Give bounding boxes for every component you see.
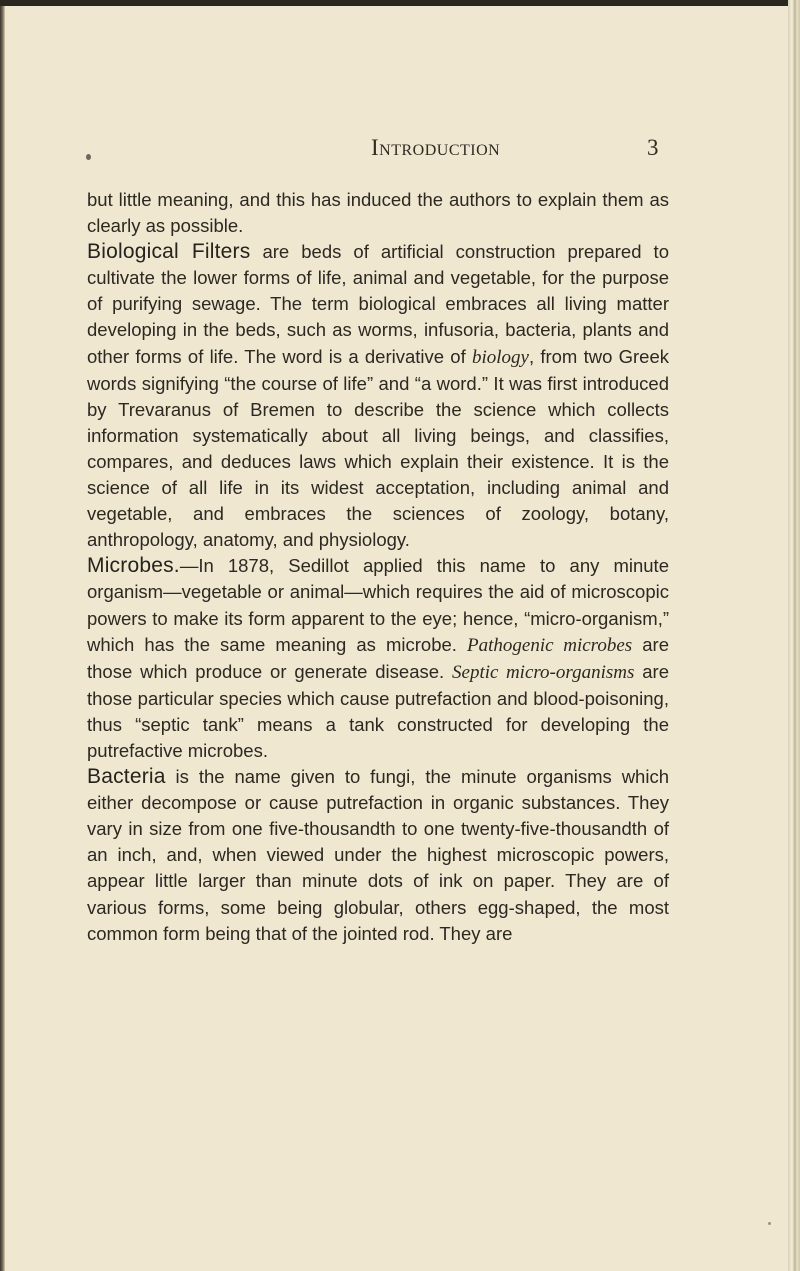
running-head bbox=[0, 133, 800, 173]
page-top-edge bbox=[0, 0, 790, 6]
paragraph-text: , from two Greek words signifying “the course of life” and “a word.” It was first introduced by Trevaranus of Bremen to describe the science which collects information systematically about all living beings, and classifies, compares, and deduces laws which explain their existence. It is the science of all life in its widest acceptation, including animal and vegetable, and embraces the sciences of zoology, botany, anthropology, anatomy, and physiology. bbox=[87, 345, 669, 551]
running-title: Introduction bbox=[371, 135, 501, 160]
body-text bbox=[87, 187, 669, 947]
page-right-edge bbox=[788, 0, 800, 1271]
paragraph-text: are beds of artificial construction prepared to cultivate the lower forms of life, animal and vegetable, for the purpose of purifying sewage. The term biological embraces all living matter developing in the beds, such as worms, infusoria, bacteria, plants and other forms of life. The word is a derivative of bbox=[87, 241, 669, 367]
paragraph-bacteria bbox=[87, 764, 669, 947]
italic-pathogenic-microbes: Pathogenic microbes bbox=[467, 634, 633, 656]
paragraph-text: are those particular species which cause putrefaction and blood-poisoning, thus “septic tank” means a tank constructed for developing the putrefactive microbes. bbox=[87, 660, 669, 761]
italic-biology: biology bbox=[471, 346, 529, 368]
paragraph-continuation bbox=[87, 187, 669, 239]
page-number: 3 bbox=[647, 135, 659, 160]
paragraph-text: but little meaning, and this has induced the authors to explain them as clearly as possible. bbox=[87, 189, 669, 237]
page-left-edge bbox=[0, 0, 5, 1271]
paragraph-text: is the name given to fungi, the minute organisms which either decompose or cause putrefaction in organic substances. They vary in size from one five-thousandth to one twenty-five-thousandth of an inch, and, when viewed under the highest microscopic powers, appear little larger than minute dots of ink on paper. They are of various forms, some being globular, others egg-shaped, the most common form being that of the jointed rod. They are bbox=[87, 766, 669, 944]
italic-septic-micro-organisms: Septic micro-organisms bbox=[452, 661, 635, 683]
paragraph-microbes bbox=[87, 553, 669, 764]
paper-speck bbox=[768, 1222, 771, 1225]
term-microbes: Microbes. bbox=[87, 554, 180, 578]
term-biological-filters: Biological Filters bbox=[87, 240, 251, 264]
paragraph-biological-filters bbox=[87, 239, 669, 553]
paragraph-text: are those which produce or generate disease. bbox=[87, 633, 669, 682]
paragraph-text: —In 1878, Sedillot applied this name to any minute organism—vegetable or animal—which requires the aid of microscopic powers to make its form apparent to the eye; hence, “micro-organism,” which has the same meaning as microbe. bbox=[87, 555, 669, 655]
term-bacteria: Bacteria bbox=[87, 765, 166, 789]
